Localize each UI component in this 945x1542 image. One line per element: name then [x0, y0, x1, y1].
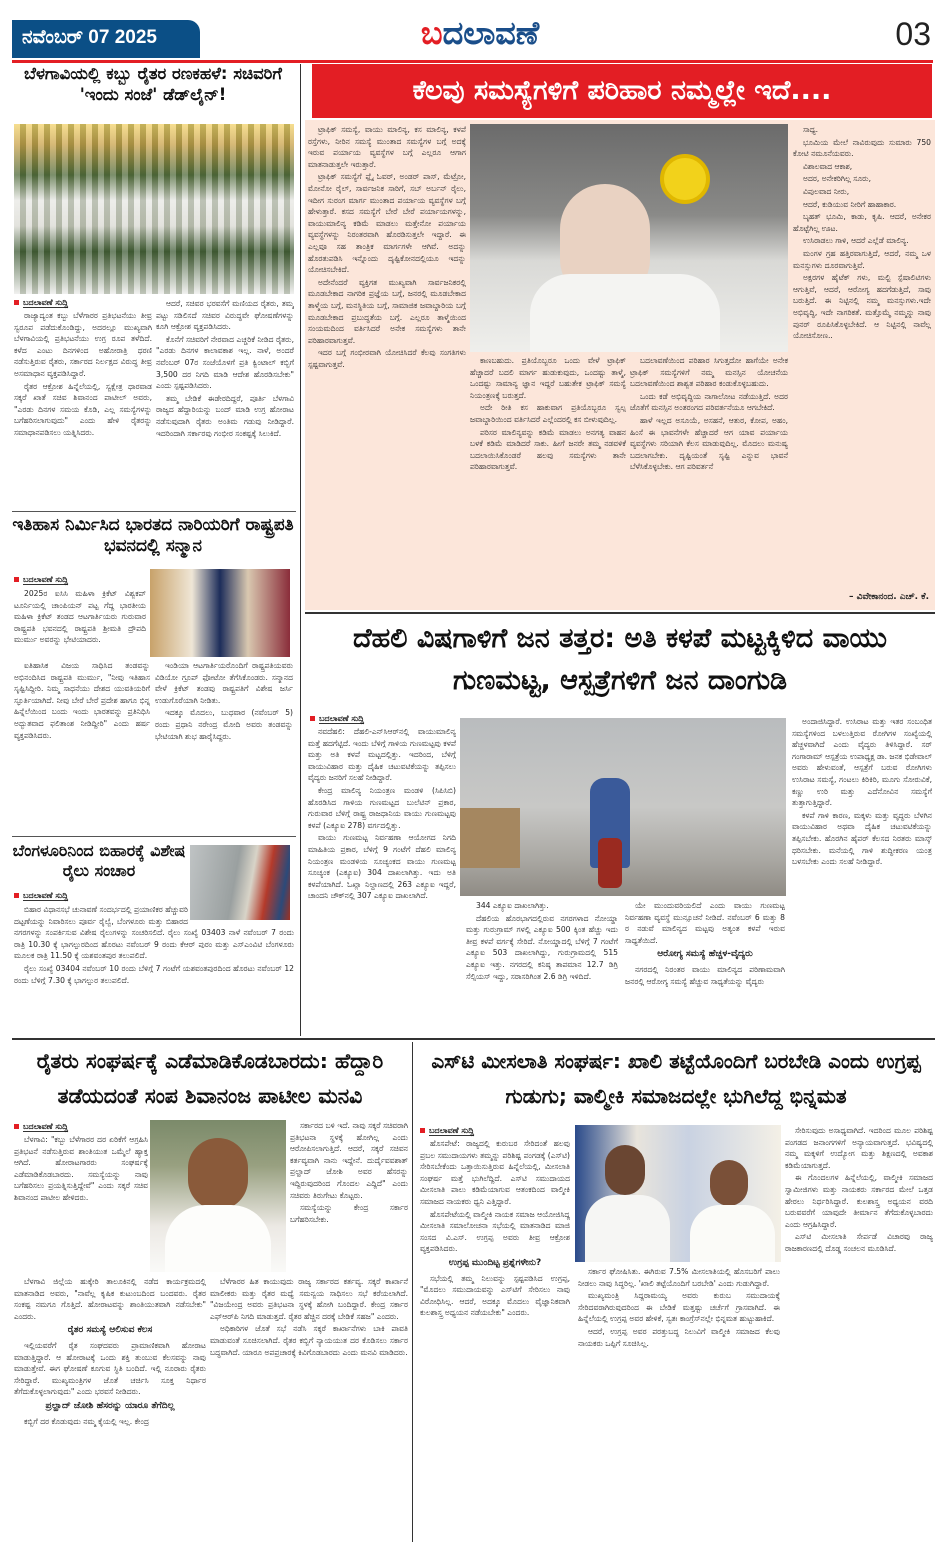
paragraph: ಉಸಿರಾಡಲು ಗಾಳಿ, ಆದರೆ ಎಲ್ಲೆಡೆ ಮಾಲಿನ್ಯ.	[803, 236, 909, 246]
headline: ಎಸ್‌ಟಿ ಮೀಸಲಾತಿ ಸಂಘರ್ಷ: ಖಾಲಿ ತಟ್ಟೆಯೊಂದಿಗೆ ಬರಬೇಡಿ ಎಂದು ಉಗ್ರಪ್ಪ ಗುಡುಗು; ವಾಲ್ಮೀಕಿ ಸಮಾಜದಲ್ಲೇ ಭುಗಿಲೆದ್ದ ಭಿನ್ನಮತ	[431, 1049, 921, 1108]
article-body	[420, 1138, 570, 1542]
article-body	[14, 1134, 148, 1274]
paragraph: ಪರಿಸರ ಮಾಲಿನ್ಯವನ್ನು ಕಡಿಮೆ ಮಾಡಲು ಅನಗತ್ಯ ವಾಹನ ಬಳಕೆ ಕಡಿಮೆ ಮಾಡಿದರೆ ಸಾಕು. ಹೀಗೆ ಜನರೇ ತಮ್ಮ ನಡವಳಿಕೆ ಬದಲಾಯಿಸಿಕೊಂಡರೆ ಹಲವು ಸಮಸ್ಯೆಗಳು ತಾನೇ ಪರಿಹಾರವಾಗುತ್ತವೆ.	[470, 427, 626, 472]
paragraph: ಆದರೆ, ಉಗ್ರಪ್ಪ ಅವರ ಪರತ್ತುಬದ್ಧ ನಿಲುವಿಗೆ ವಾಲ್ಮೀಕಿ ಸಮಾಜದ ಕೆಲವು ನಾಯಕರು ಒಪ್ಪಿಗೆ ಸೂಚಿಸಿಲ್ಲ.	[578, 1326, 780, 1348]
article-paragraphs	[420, 1273, 570, 1319]
paragraph: ಯೇ ಮುಂದುವರಿಯಲಿದೆ ಎಂದು ವಾಯು ಗುಣಮಟ್ಟ ನಿರ್ವಹಣಾ ವ್ಯವಸ್ಥೆ ಮುನ್ಸೂಚನೆ ನೀಡಿದೆ. ನವೆಂಬರ್ 6 ಮತ್ತು 8 ರ ನಡುವೆ ಮಾಲಿನ್ಯದ ಮಟ್ಟವು ಅತ್ಯಂತ ಕಳಪೆ ಇರುವ ಸಾಧ್ಯತೆಯಿದೆ.	[625, 901, 785, 945]
president-cricket-team-photo	[150, 569, 290, 657]
paragraph: ಕೊನೆಗೆ ಸಚಿವರಿಗೆ ನೇರವಾದ ಎಚ್ಚರಿಕೆ ನೀಡಿದ ರೈತರು, "ಎರಡು ದಿನಗಳ ಕಾಲಾವಕಾಶ ಇಲ್ಲ. ನಾಳೆ, ಅಂದರೆ ನವೆಂಬರ್ 07ರ ಸಂಜೆಯೊಳಗೆ ಪ್ರತಿ ಕ್ವಿಂಟಾಲ್ ಕಬ್ಬಿಗೆ 3,500 ದರ ನಿಗದಿ ಮಾಡಿ ಆದೇಶ ಹೊರಡಿಸಬೇಕು" ಎಂದು ಸ್ಪಷ್ಟಪಡಿಸಿದರು.	[156, 334, 294, 391]
paragraph: ಹೊಸಪೇಟೆಯಲ್ಲಿ ವಾಲ್ಮೀಕಿ ನಾಯಕ ಸಮಾಜ ಆಯೋಜಿಸಿದ್ದ ಮೀಸಲಾತಿ ಸಮಾಲೋಚನಾ ಸಭೆಯಲ್ಲಿ ಮಾತನಾಡಿದ ಮಾಜಿ ಸಂಸದ ವಿ.ಎಸ್. ಉಗ್ರಪ್ಪ ಅವರು ತೀವ್ರ ಆಕ್ರೋಶ ವ್ಯಕ್ತಪಡಿಸಿದರು.	[420, 1209, 570, 1254]
masthead-first-letter: ಬ	[420, 14, 443, 52]
paragraph: ಟ್ರಾಫಿಕ್ ಸಮಸ್ಯೆ, ವಾಯು ಮಾಲಿನ್ಯ, ಕಸ ಮಾಲಿನ್ಯ, ಕಳಪೆ ರಸ್ತೆಗಳು, ನೀರಿನ ಸಮಸ್ಯೆ ಮುಂತಾದ ಸಮಸ್ಯೆಗಳ ಬಗ್ಗೆ ಅದಕ್ಕೆ ಇರುವ ಪರ್ಯಾಯ ವ್ಯವಸ್ಥೆಗಳ ಬಗ್ಗೆ ಎಲ್ಲರೂ ಆಗಾಗ ಮಾತನಾಡುತ್ತಲೇ ಇರುತ್ತಾರೆ.	[308, 125, 466, 169]
article-paragraphs	[420, 1138, 570, 1255]
woman-alarm-clock-photo	[470, 124, 788, 352]
minister-portrait-photo	[150, 1120, 286, 1272]
paragraph: ಸಭೆಯಲ್ಲಿ ತಮ್ಮ ನಿಲುವನ್ನು ಸ್ಪಷ್ಟಪಡಿಸಿದ ಉಗ್ರಪ್ಪ, "ಮೊದಲು ಸಮುದಾಯವನ್ನು ಎಸ್‌ಟಿಗೆ ಸೇರಿಸಲು ನಾವು ವಿರೋಧಿಸಿಲ್ಲ. ಆದರೆ, ಅದಕ್ಕೂ ಮೊದಲು ವೈಜ್ಞಾನಿಕವಾಗಿ ಕುಲಶಾಸ್ತ್ರ ಅಧ್ಯಯನ ನಡೆಯಬೇಕು" ಎಂದರು.	[420, 1273, 570, 1318]
article-body	[210, 1276, 408, 1542]
paragraph: ಆದರೆ, ಸಚಿವರ ಭರವಸೆಗೆ ಮಣಿಯದ ರೈತರು, ತಮ್ಮ ಪಟ್ಟು ಸಡಿಲಿಸದೆ ಸಚಿವರ ವಿರುದ್ಧವೇ ಘೋಷಣೆಗಳನ್ನು ಕೂಗಿ ಆಕ್ರೋಶ ವ್ಯಕ್ತಪಡಿಸಿದರು.	[156, 299, 294, 332]
paragraph: ಸಾಧ್ಯ.	[803, 125, 819, 134]
paragraph: ಸೇರಿಸುವುದು ಅಸಾಧ್ಯವಾಗಿದೆ. ಇದರಿಂದ ಮೂಲ ಪರಿಶಿಷ್ಟ ಪಂಗಡದ ಜನಾಂಗಗಳಿಗೆ ಅನ್ಯಾಯವಾಗುತ್ತದೆ. ಭವಿಷ್ಯದಲ್ಲಿ ನಮ್ಮ ಮಕ್ಕಳಿಗೆ ಉದ್ಯೋಗ ಮತ್ತು ಶಿಕ್ಷಣದಲ್ಲಿ ಅವಕಾಶ ಕಡಿಮೆಯಾಗುತ್ತದೆ.	[785, 1126, 933, 1170]
paragraph: ಕಳಪೆ ಗಾಳಿ ಕಾರಣ, ಮಕ್ಕಳು ಮತ್ತು ವೃದ್ಧರು ಬೆಳಗಿನ ವಾಯುವಿಹಾರ ಅಥವಾ ದೈಹಿಕ ಚಟುವಟಿಕೆಯನ್ನು ತಪ್ಪಿಸಬೇಕು. ಹೊರಗಿನ ಹೈಪರ್ ಕೆಲಸದ ನಿರತರು ಮಾಸ್ಕ್ ಧರಿಸಬೇಕು. ಮನೆಯಲ್ಲಿ ಗಾಳಿ ಶುದ್ಧೀಕರಣ ಯಂತ್ರ ಬಳಸಬೇಕು ಎಂದು ಸಲಹೆ ನೀಡಿದ್ದಾರೆ.	[792, 810, 932, 867]
paragraph: ಅಕ್ಷರಗಳ ಹೈಟೆಕ್ ಗಳು, ಮಲ್ಟಿ ಸ್ಪೆಷಾಲಿಟಿಗಳು ಆಗುತ್ತಿವೆ, ಆದರೆ, ಆರೋಗ್ಯ ಹದಗೆಡುತ್ತಿದೆ, ಸಾವು ಬರುತ್ತಿದೆ. ಈ ನಿಟ್ಟಿನಲ್ಲಿ ನಮ್ಮ ಮನಸ್ಸುಗಳು.ಇದೇ ಅಭಿವೃದ್ಧಿ, ಇದೇ ನಾಗರಿಕತೆ. ಮತ್ತೊಮ್ಮೆ ನಮ್ಮನ್ನು ನಾವು ಪುನರ್ ರೂಪಿಸಿಕೊಳ್ಳಬೇಕಿದೆ. ಆ ನಿಟ್ಟಿನಲ್ಲಿ ನಾವೆಲ್ಲ ಯೋಚಿಸೋಣ..	[793, 273, 931, 341]
paragraph: ಸರ್ಕಾರದ ಬಳಿ ಇದೆ. ನಾವು ಸಕ್ಕರೆ ಸಚಿವರಾಗಿ ಪ್ರತಿಭಟನಾ ಸ್ಥಳಕ್ಕೆ ಹೋಗಿಲ್ಲ ಎಂದು ಆರೋಪಿಸಲಾಗುತ್ತಿದೆ. ಆದರೆ, ಸಕ್ಕರೆ ಸಚಿವನ ಕರ್ತವ್ಯವಾಗಿ ನಾನು ಇದ್ದೇನೆ. ದುರ್ದೈವವಶಾತ್ ಪ್ರಲ್ಹಾದ್ ಜೋಶಿ ಅವರ ಹೆಸರನ್ನು ಇದ್ದಿರುವುದರಿಂದ ಗೊಂದಲ ಎದ್ದಿದೆ" ಎಂದು ಸಚಿವರು ತಿರುಗೇಟು ಕೊಟ್ಟರು.	[290, 1121, 408, 1200]
paragraph: 344 ಎಕ್ಯೂಐ ದಾಖಲಾಗಿತ್ತು.	[476, 901, 549, 910]
paragraph: ರೈಲು ಸಂಖ್ಯೆ 03404 ನವೆಂಬರ್ 10 ರಂದು ಬೆಳಿಗ್ಗೆ 7 ಗಂಟೆಗೆ ಯಶವಂತಪುರದಿಂದ ಹೊರಟು ನವೆಂಬರ್ 12 ರಂದು ಬೆಳಿಗ್ಗೆ 7.30 ಕ್ಕೆ ಭಾಗಲ್ಪುರ ತಲುಪಲಿದೆ.	[14, 963, 294, 985]
farmers-protest-photo	[14, 124, 294, 294]
article-body	[14, 904, 294, 1036]
paragraph: 2025ರ ಐಸಿಸಿ ಮಹಿಳಾ ಕ್ರಿಕೆಟ್ ವಿಶ್ವಕಪ್ ಟೂರ್ನಿಯಲ್ಲಿ ಚಾಂಪಿಯನ್ ಪಟ್ಟ ಗೆದ್ದ ಭಾರತೀಯ ಮಹಿಳಾ ಕ್ರಿಕೆಟ್ ತಂಡದ ಆಟಗಾರ್ತಿಯರು ಗುರುವಾರ ರಾಷ್ಟ್ರಪತಿ ಭವನದಲ್ಲಿ ರಾಷ್ಟ್ರಪತಿ ಶ್ರೀಮತಿ ದ್ರೌಪದಿ ಮುರ್ಮು ಅವರನ್ನು ಭೇಟಿಯಾದರು.	[14, 589, 146, 645]
paragraph: ದೆಹಲಿಯ ಹೊರಭಾಗದಲ್ಲಿರುವ ನಗರಗಳಾದ ನೋಯ್ಡಾ ಮತ್ತು ಗುರುಗ್ರಾಮ್ ಗಳಲ್ಲಿ ಎಕ್ಯೂಐ 500 ಕ್ಕಿಂತ ಹೆಚ್ಚು ಇದು ತೀವ್ರ ಕಳಪೆ ವರ್ಗಕ್ಕೆ ಸೇರಿದೆ. ನೋಯ್ಡಾದಲ್ಲಿ ಬೆಳಿಗ್ಗೆ 7 ಗಂಟೆಗೆ ಎಕ್ಯೂಐ 503 ದಾಖಲಾಗಿದ್ದು, ಗುರುಗ್ರಾಮದಲ್ಲಿ 515 ಎಕ್ಯೂಐ ಇತ್ತು. ನಗರದಲ್ಲಿ ಕನಿಷ್ಠ ತಾಪಮಾನ 12.7 ಡಿಗ್ರಿ ಸೆಲ್ಸಿಯಸ್ ಇದ್ದು, ಸರಾಸರಿಗಿಂತ 2.6 ಡಿಗ್ರಿ ಇಳಿದಿದೆ.	[466, 913, 618, 981]
paragraph: ಬೃಹತ್ ಭೂಮಿ, ಕಾಡು, ಕೃಷಿ. ಆದರೆ, ಅನೇಕರ ಹೊಟ್ಟೆಗಿಲ್ಲ ಊಟ.	[793, 212, 931, 233]
masthead-rest: ದಲಾವಣೆ	[442, 14, 540, 52]
article-body	[625, 900, 785, 1036]
paragraph: ನಗರದಲ್ಲಿ ನಿರಂತರ ವಾಯು ಮಾಲಿನ್ಯದ ಪರಿಣಾಮವಾಗಿ ಜನರಲ್ಲಿ ಆರೋಗ್ಯ ಸಮಸ್ಯೆ ಹೆಚ್ಚುವ ಸಾಧ್ಯತೆಯನ್ನು ವೈದ್ಯರು	[625, 964, 785, 986]
paragraph: ಒಂದು ಕಡೆ ಅಭಿವೃದ್ಧಿಯ ನಾಗಾಲೋಟ ನಡೆಯುತ್ತಿದೆ. ಅದರ ಜೊತೆಗೆ ಮನಸ್ಸಿನ ಅಂತರಂಗದ ಪರಿವರ್ತನೆಯೂ ಆಗಬೇಕಿದೆ.	[630, 391, 788, 413]
paragraph: ಇದರ ಬಗ್ಗೆ ಗಂಭೀರವಾಗಿ ಯೋಚಿಸಿದರೆ ಕೆಲವು ಸಂಗತಿಗಳು ಸ್ಪಷ್ಟವಾಗುತ್ತವೆ.	[308, 348, 466, 369]
paragraph: ವಾಯು ಗುಣಮಟ್ಟ ನಿರ್ವಹಣಾ ಆಯೋಗದ ನಿಗದಿ ಮಾಹಿತಿಯ ಪ್ರಕಾರ, ಬೆಳಿಗ್ಗೆ 9 ಗಂಟೆಗೆ ದೆಹಲಿ ಮಾಲಿನ್ಯ ನಿಯಂತ್ರಣ ಮಂಡಳಿಯ ಸೂಚ್ಯಂಕದ ವಾಯು ಗುಣಮಟ್ಟ ಸೂಚ್ಯಂಕ (ಎಕ್ಯೂಐ) 304 ದಾಖಲಾಗಿತ್ತು. ಇದು ಅತಿ ಕಳಪೆಯಾಗಿದೆ. ಓಖ್ಲಾ ನಿಲ್ದಾಣದಲ್ಲಿ 263 ಎಕ್ಯೂಐ ಇದ್ದರೆ, ಚಾಂದನಿ ಚೌಕ್‌ನಲ್ಲಿ 307 ಎಕ್ಯೂಐ ದಾಖಲಾಗಿದೆ.	[308, 833, 456, 901]
article-body	[308, 124, 466, 606]
byline: ಬದಲಾವಣೆ ಸುದ್ದಿ	[14, 298, 68, 308]
article-paragraphs	[625, 900, 785, 946]
paragraph: ಆದರೆ, ಕುಡಿಯುವ ನೀರಿಗೆ ಹಾಹಾಕಾರ.	[803, 199, 897, 209]
article-body	[290, 1120, 408, 1275]
byline: ಬದಲಾವಣೆ ಸುದ್ದಿ	[14, 575, 68, 585]
paragraph: ನವದೆಹಲಿ: ದೆಹಲಿ-ಎನ್‌ಸಿಆರ್‌ನಲ್ಲಿ ವಾಯುಮಾಲಿನ್ಯ ಮತ್ತೆ ಹದಗೆಟ್ಟಿದೆ. ಇಂದು ಬೆಳಿಗ್ಗೆ ಗಾಳಿಯ ಗುಣಮಟ್ಟವು ಕಳಪೆ ಮತ್ತು ಅತಿ ಕಳಪೆ ಮಟ್ಟದಲ್ಲಿತ್ತು. ಇದರಿಂದ, ಬೆಳಿಗ್ಗೆ ವಾಯುವಿಹಾರ ಮತ್ತು ದೈಹಿಕ ಚಟುವಟಿಕೆಯನ್ನು ತಪ್ಪಿಸಲು ವೈದ್ಯರು ಜನರಿಗೆ ಸಲಹೆ ನೀಡಿದ್ದಾರೆ.	[308, 727, 456, 783]
article-body	[156, 298, 294, 510]
headline: ಬೆಳಗಾವಿಯಲ್ಲಿ ಕಬ್ಬು ರೈತರ ರಣಕಹಳೆ: ಸಚಿವರಿಗೆ 'ಇಂದು ಸಂಜೆ' ಡೆಡ್‌ಲೈನ್!	[24, 64, 282, 104]
byline: ಬದಲಾವಣೆ ಸುದ್ದಿ	[14, 891, 68, 901]
page-number: 03	[895, 16, 931, 52]
paragraph: ವಿಪುಲವಾದ ನೀರು,	[803, 186, 850, 196]
paragraph: ಭೂಮಿಯ ಮೇಲೆ ನಾವಿರುವುದು ಸುಮಾರು 750 ಕೋಟಿ ನಮೂನೆಯವರು.	[793, 137, 931, 159]
article-body	[785, 1125, 933, 1542]
article-paragraphs	[14, 1276, 206, 1322]
article-body	[308, 726, 456, 1036]
article-body	[14, 1276, 206, 1542]
author-signature: – ವಿವೇಕಾನಂದ. ಎಚ್. ಕೆ.	[849, 592, 929, 602]
header-rule	[12, 60, 933, 63]
article-paragraphs	[625, 964, 785, 987]
paragraph: ರಾಜ್ಯಾದ್ಯಂತ ಕಬ್ಬು ಬೆಳೆಗಾರರ ಪ್ರತಿಭಟನೆಯು ತೀವ್ರ ಸ್ವರೂಪ ಪಡೆದುಕೊಂಡಿದ್ದು, ಅದರಲ್ಲೂ ಮುಖ್ಯವಾಗಿ ಬೆಳಗಾವಿಯಲ್ಲಿ ಪ್ರತಿಭಟನೆಯು ಉಗ್ರ ರೂಪ ತಳೆದಿದೆ. ಕಳೆದ ಎಂಟು ದಿನಗಳಿಂದ ಅಹೋರಾತ್ರಿ ಧರಣಿ ನಡೆಸುತ್ತಿರುವ ರೈತರು, ಸರ್ಕಾರದ ನಿರ್ಲಕ್ಷದ ವಿರುದ್ಧ ತೀವ್ರ ಅಸಮಾಧಾನ ವ್ಯಕ್ತಪಡಿಸಿದ್ದಾರೆ.	[14, 311, 152, 378]
headline: ರೈತರು ಸಂಘರ್ಷಕ್ಕೆ ಎಡೆಮಾಡಿಕೊಡಬಾರದು: ಹೆದ್ದಾರಿ ತಡೆಯದಂತೆ ಸಂಪ ಶಿವಾನಂಜ ಪಾಟೀಲ ಮನವಿ	[36, 1049, 384, 1108]
paragraph: ಇಲ್ಲಿಯವರೆಗೆ ರೈತ ಸಂಘದವರು ಪ್ರಾಮಾಣಿಕವಾಗಿ ಹೋರಾಟ ಮಾಡುತ್ತಿದ್ದಾರೆ. ಆ ಹೋರಾಟಕ್ಕೆ ಒಂದು ಶಕ್ತಿ ತುಂಬುವ ಕೆಲಸವನ್ನು ನಾವು ಮಾಡುತ್ತೇವೆ. ಈಗ ಘೋಷಣೆ ಕೂಗುವ ಸ್ಥಿತಿ ಬಂದಿದೆ. ಇಲ್ಲಿ ನೂರಾರು ರೈತರು ಸೇರಿದ್ದಾರೆ. ಮುಖ್ಯಮಂತ್ರಿಗಳ ಜೊತೆ ಚರ್ಚಿಸಿ ಸೂಕ್ತ ನಿರ್ಧಾರ ತೆಗೆದುಕೊಳ್ಳಲಾಗುವುದು" ಎಂದು ಭರವಸೆ ನೀಡಿದರು.	[14, 1340, 206, 1397]
paragraph: ಇಂಡಿಯಾ ಆಟಗಾರ್ತಿಯರೊಂದಿಗೆ ರಾಷ್ಟ್ರಪತಿಯವರು ವಿಡಿಯೋ ಗ್ರೂಪ್ ಫೋಟೋ ತೆಗೆಸಿಕೊಂಡರು. ಸನ್ಮಾನದ ವೇಳೆ ಕ್ರಿಕೆಟ್ ತಂಡವು ರಾಷ್ಟ್ರಪತಿಗೆ ವಿಶೇಷ ಜರ್ಸಿ ಉಡುಗೊರೆಯಾಗಿ ನೀಡಿತು.	[155, 661, 293, 705]
article-body	[14, 660, 150, 834]
paragraph: ಅದರ, ಅನೇಕರಿಗಿಲ್ಲ ಸೂರು,	[803, 174, 872, 184]
headline: ಬೆಂಗಳೂರಿನಿಂದ ಬಿಹಾರಕ್ಕೆ ವಿಶೇಷ ರೈಲು ಸಂಚಾರ	[12, 841, 186, 880]
article-divider	[12, 836, 296, 837]
article-body	[578, 1266, 780, 1542]
article-body	[793, 124, 931, 589]
masthead-logo	[380, 14, 580, 53]
paragraph: ಅದೇ ರೀತಿ ಕಸ ಹಾಕುವಾಗ ಪ್ರತಿಯೊಬ್ಬರೂ ಸ್ವಲ್ಪ ಜವಾಬ್ದಾರಿಯಿಂದ ವರ್ತಿಸಿದರೆ ಎಲ್ಲೆಂದರಲ್ಲಿ ಕಸ ಬೀಳುವುದಿಲ್ಲ.	[470, 403, 626, 424]
paragraph: ಬಿಹಾರ ವಿಧಾನಸಭೆ ಚುನಾವಣೆ ಸಂದರ್ಭದಲ್ಲಿ ಪ್ರಯಾಣಿಕರ ಹೆಚ್ಚುವರಿ ದಟ್ಟಣೆಯನ್ನು ನಿವಾರಿಸಲು ಪೂರ್ವ ರೈಲ್ವೆ, ಬೆಂಗಳೂರು ಮತ್ತು ಬಿಹಾರದ ನಗರಗಳನ್ನು ಸಂಪರ್ಕಿಸುವ ವಿಶೇಷ ರೈಲುಗಳನ್ನು ಸಂಚರಿಸಲಿದೆ. ರೈಲು ಸಂಖ್ಯೆ 03403 ನಾಳೆ ನವೆಂಬರ್ 7 ರಂದು ರಾತ್ರಿ 10.30 ಕ್ಕೆ ಭಾಗಲ್ಪುರದಿಂದ ಹೊರಟು ನವೆಂಬರ್ 9 ರಂದು ಕೆಆರ್ ಪುರಂ ಮತ್ತು ಎಸ್‌ಎಂವಿಟಿ ಬೆಂಗಳೂರು ಮೂಲಕ ರಾತ್ರಿ 11.50 ಕ್ಕೆ ಯಶವಂತಪುರ ತಲುಪಲಿದೆ.	[14, 905, 294, 961]
paragraph: ಮುಖ್ಯಮಂತ್ರಿ ಸಿದ್ದರಾಮಯ್ಯ ಅವರು ಕುರುಬ ಸಮುದಾಯಕ್ಕೆ ಸೇರಿದವರಾಗಿರುವುದರಿಂದ ಈ ಬೇಡಿಕೆ ಮತ್ತಷ್ಟು ಚರ್ಚೆಗೆ ಗ್ರಾಸವಾಗಿದೆ. ಈ ಹಿನ್ನೆಲೆಯಲ್ಲಿ ಉಗ್ರಪ್ಪ ಅವರ ಹೇಳಿಕೆ, ಸ್ವತಃ ಕಾಂಗ್ರೆಸ್‌ನಲ್ಲೇ ಭಿನ್ನಮತ ಹುಟ್ಟುಹಾಕಿದೆ.	[578, 1291, 780, 1324]
headline-banner: ಕೆಲವು ಸಮಸ್ಯೆಗಳಿಗೆ ಪರಿಹಾರ ನಮ್ಮಲ್ಲೇ ಇದೆ....	[312, 64, 932, 118]
paragraph: ಈ ಗೊಂದಲಗಳ ಹಿನ್ನೆಲೆಯಲ್ಲಿ, ವಾಲ್ಮೀಕಿ ಸಮಾಜದ ಸ್ವಾಮೀಜಿಗಳು ಮತ್ತು ನಾಯಕರು ಸರ್ಕಾರದ ಮೇಲೆ ಒತ್ತಡ ಹೇರಲು ನಿರ್ಧರಿಸಿದ್ದಾರೆ. ಕುಲಶಾಸ್ತ್ರ ಅಧ್ಯಯನ ವರದಿ ಬರುವವರೆಗೆ ಯಾವುದೇ ತೀರ್ಮಾನ ತೆಗೆದುಕೊಳ್ಳಬಾರದು ಎಂದು ಆಗ್ರಹಿಸಿದ್ದಾರೆ.	[785, 1173, 933, 1229]
paragraph: ಐತಿಹಾಸಿಕ ವಿಜಯ ಸಾಧಿಸಿದ ತಂಡವನ್ನು ಅಭಿನಂದಿಸಿದ ರಾಷ್ಟ್ರಪತಿ ಮುರ್ಮು, "ನೀವು ಇತಿಹಾಸ ಸೃಷ್ಟಿಸಿದ್ದೀರಿ. ನಿಮ್ಮ ಸಾಧನೆಯು ದೇಶದ ಯುವತಿಯರಿಗೆ ಸ್ಫೂರ್ತಿಯಾಗಿದೆ. ನೀವು ಬೇರೆ ಬೇರೆ ಪ್ರದೇಶ ಹಾಗೂ ಭಿನ್ನ ಹಿನ್ನೆಲೆಯಿಂದ ಬಂದು ಇಂದು ಭಾರತವನ್ನು ಪ್ರತಿನಿಧಿಸಿ ಅದ್ಭುತವಾದ ಫಲಿತಾಂಶ ನೀಡಿದ್ದೀರಿ" ಎಂದು ಹರ್ಷ ವ್ಯಕ್ತಪಡಿಸಿದರು.	[14, 661, 150, 740]
article-divider	[12, 511, 296, 512]
paragraph: ಕಬ್ಬಿಗೆ ದರ ಕೊಡುವುದು ನಮ್ಮ ಕೈಯಲ್ಲಿ ಇಲ್ಲ. ಕೇಂದ್ರ	[24, 1416, 150, 1426]
smog-street-photo	[460, 718, 786, 896]
byline: ಬದಲಾವಣೆ ಸುದ್ದಿ	[310, 714, 364, 724]
paragraph: ಟ್ರಾಫಿಕ್ ಸಮಸ್ಯೆಗೆ ಫ್ಲೈ ಓವರ್, ಅಂಡರ್ ಪಾಸ್, ಮೆಟ್ರೋ, ಮೋನೋ ರೈಲ್, ಸಾರ್ವಜನಿಕ ಸಾರಿಗೆ, ಸಬ್ ಅರ್ಬನ್ ರೈಲು, ಇದೀಗ ಸುರಂಗ ಮಾರ್ಗ ಮುಂತಾದ ಪರ್ಯಾಯ ವ್ಯವಸ್ಥೆಗಳ ಬಗ್ಗೆ ಹೇಳುತ್ತಾರೆ. ಕಸದ ಸಮಸ್ಯೆಗೆ ಬೇರೆ ಬೇರೆ ಪರ್ಯಾಯಗಳನ್ನು, ವಾಯುಮಾಲಿನ್ಯ ಕಡಿಮೆ ಮಾಡಲು ಮತ್ತೇನೋ ಪರ್ಯಾಯ ವ್ಯವಸ್ಥೆಗಳನ್ನು ನಿರಂತರವಾಗಿ ಹೊರಡಿಸುತ್ತಲೇ ಇದ್ದಾರೆ. ಈ ಎಲ್ಲವೂ ಸಹ ತಾಂತ್ರಿಕ ಮಾರ್ಗಗಳೇ ಆಗಿವೆ. ಅದನ್ನು ಹೊರತುಪಡಿಸಿ ಇನ್ನೊಂದು ದೃಷ್ಟಿಕೋನದಲ್ಲಿಯೂ ಇದನ್ನು ಯೋಚಿಸಬೇಕಿದೆ.	[308, 172, 466, 275]
paragraph: ಬೆಳಗಾವಿ ಜಿಲ್ಲೆಯ ಹುಕ್ಕೇರಿ ತಾಲೂಕಿನಲ್ಲಿ ನಡೆದ ಕಾರ್ಯಕ್ರಮದಲ್ಲಿ ಮಾತನಾಡಿದ ಅವರು, "ನಾವೆಲ್ಲ ಕೃಷಿಕ ಕುಟುಂಬದಿಂದ ಬಂದವರು. ರೈತರ ಸಂಕಷ್ಟ ನಮಗೂ ಗೊತ್ತಿದೆ. ಹೋರಾಟವನ್ನು ಶಾಂತಿಯುತವಾಗಿ ನಡೆಸಬೇಕು" ಎಂದರು.	[14, 1277, 206, 1321]
paragraph: ಇದಕ್ಕೂ ಮೊದಲು, ಬುಧವಾರ (ನವೆಂಬರ್ 5) ರಂದು ಪ್ರಧಾನಿ ನರೇಂದ್ರ ಮೋದಿ ಅವರು ತಂಡವನ್ನು ಭೇಟಿಯಾಗಿ ಶುಭ ಹಾರೈಸಿದ್ದರು.	[155, 708, 293, 741]
paragraph: ಬೆಳಗಾವಿ: "ಕಬ್ಬು ಬೆಳೆಗಾರರ ದರ ಏರಿಕೆಗೆ ಆಗ್ರಹಿಸಿ ಪ್ರತಿಭಟನೆ ನಡೆಸುತ್ತಿರುವ ಶಾಂತಿಯುತ ಒಮ್ಮೆಲೆ ಹ್ಯಾಕ್ತ ಆಗಿದೆ. ಹೋರಾಟಗಾರರು ಸಂಘರ್ಷಕ್ಕೆ ಎಡೆಮಾಡಿಕೊಡಬಾರದು. ಸಮಸ್ಯೆಯನ್ನು ನಾವು ಬಗೆಹರಿಸಲು ಪ್ರಯತ್ನಿಸುತ್ತಿದ್ದೇವೆ" ಎಂದು ಸಕ್ಕರೆ ಸಚಿವ ಶಿವಾನಂದ ಪಾಟೀಲ ಹೇಳಿದರು.	[14, 1135, 148, 1202]
article-body	[14, 588, 146, 660]
paragraph: ತಮ್ಮ ಬೇಡಿಕೆ ಈಡೇರದಿದ್ದರೆ, ಪೂರ್ತಿ ಬೆಳಗಾವಿ ರಾಜ್ಯದ ಹೆದ್ದಾರಿಯನ್ನು ಬಂದ್ ಮಾಡಿ ಉಗ್ರ ಹೋರಾಟ ನಡೆಸುವುದಾಗಿ ರೈತರು ಅಂತಿಮ ಗಡುವು ನೀಡಿದ್ದಾರೆ. ಇದರಿಂದಾಗಿ ಸರ್ಕಾರವು ಗಂಭೀರ ಸಂಕಷ್ಟಕ್ಕೆ ಸಿಲುಕಿದೆ.	[156, 393, 294, 438]
paragraph: ಬೆಳೆಗಾರರ ಹಿತ ಕಾಯುವುದು ರಾಜ್ಯ ಸರ್ಕಾರದ ಕರ್ತವ್ಯ. ಸಕ್ಕರೆ ಕಾರ್ಖಾನೆ ಮಾಲೀಕರು ಮತ್ತು ರೈತರ ಮಧ್ಯೆ ಸಮನ್ವಯ ಸಾಧಿಸಲು ಸಭೆ ಕರೆಯಲಾಗಿದೆ. "ವಿಜಯೇಂದ್ರ ಅವರು ಪ್ರತಿಭಟನಾ ಸ್ಥಳಕ್ಕೆ ಹೋಗಿ ಬಂದಿದ್ದಾರೆ. ಕೇಂದ್ರ ಸರ್ಕಾರ ಎಫ್‌ಆರ್‌ಪಿ ನಿಗದಿ ಮಾಡುತ್ತದೆ. ರೈತರ ಹೆಚ್ಚಿನ ದರಕ್ಕೆ ಬೇಡಿಕೆ ಸಹಜ" ಎಂದರು.	[210, 1277, 408, 1321]
article-body	[466, 900, 618, 1036]
headline: ದೆಹಲಿ ವಿಷಗಾಳಿಗೆ ಜನ ತತ್ತರ: ಅತಿ ಕಳಪೆ ಮಟ್ಟಕ್ಕಿಳಿದ ವಾಯು ಗುಣಮಟ್ಟ, ಆಸ್ಪತ್ರೆಗಳಿಗೆ ಜನ ದಾಂಗುಡಿ	[353, 623, 887, 696]
byline: ಬದಲಾವಣೆ ಸುದ್ದಿ	[420, 1126, 474, 1136]
paragraph: ವಿಶಾಲವಾದ ಆಕಾಶ,	[803, 161, 853, 171]
subheading: ಉಗ್ರಪ್ಪ ಮುಂದಿಟ್ಟ ಪ್ರಶ್ನೆಗಳೇನು?	[448, 1257, 542, 1268]
paragraph: ಮಂಗಳ ಗ್ರಹ ಹತ್ತಿರವಾಗುತ್ತಿದೆ, ಆದರೆ, ನಮ್ಮ ಒಳ ಮನಸ್ಸುಗಳು ದೂರವಾಗುತ್ತಿವೆ.	[793, 248, 931, 270]
subheading: ರೈತರ ಸಮಸ್ಯೆ ಆಲಿಸುವ ಕೆಲಸ	[67, 1325, 153, 1336]
paragraph: ಬದಲಾವಣೆಯಿಂದ ಪರಿಹಾರ ಸಿಗುತ್ತದೋ ಹಾಗೆಯೇ ಅನೇಕ ಟ್ರಾಫಿಕ್ ಸಮಸ್ಯೆಗಳಿಗೆ ನಮ್ಮ ಮನಸ್ಸಿನ ಯೋಚನೆಯ ಬದಲಾವಣೆಯಿಂದ ಶಾಶ್ವತ ಪರಿಹಾರ ಕಂಡುಕೊಳ್ಳಬಹುದು.	[630, 356, 788, 389]
byline: ಬದಲಾವಣೆ ಸುದ್ದಿ	[14, 1122, 68, 1132]
article-body	[792, 716, 932, 1036]
article-body	[155, 660, 293, 834]
article-body	[14, 310, 152, 510]
section-divider	[305, 612, 935, 614]
subheading: ಪ್ರಲ್ಹಾದ್ ಜೋಶಿ ಹೆಸರನ್ನು ಯಾರೂ ತೆಗೆದಿಲ್ಲ	[45, 1400, 175, 1411]
headline: ಇತಿಹಾಸ ನಿರ್ಮಿಸಿದ ಭಾರತದ ನಾರಿಯರಿಗೆ ರಾಷ್ಟ್ರಪತಿ ಭವನದಲ್ಲಿ ಸನ್ಮಾನ	[12, 515, 294, 557]
section-divider	[12, 1038, 935, 1040]
issue-date: ನವೆಂಬರ್ 07 2025	[12, 20, 200, 58]
politicians-photo	[575, 1125, 781, 1262]
paragraph: ರೈತರ ಆಕ್ರೋಶ ಹಿನ್ನೆಲೆಯಲ್ಲಿ, ಸ್ವಕ್ಷೇತ್ರ ಧಾರವಾಡ ಸಕ್ಕರೆ ಖಾತೆ ಸಚಿವ ಶಿವಾನಂದ ಪಾಟೀಲ್ ಅವರು, "ಎರಡು ದಿನಗಳ ಸಮಯ ಕೊಡಿ, ಎಲ್ಲ ಸಮಸ್ಯೆಗಳನ್ನು ಬಗೆಹರಿಸಲಾಗುವುದು" ಎಂದು ಹೇಳಿ ರೈತರನ್ನು ಸಮಾಧಾನಪಡಿಸಲು ಯತ್ನಿಸಿದರು.	[14, 381, 152, 437]
paragraph: ಹಾಳೆ ಇಲ್ಲದ ಅಸೂಯೆ, ಅಸಹನೆ, ಆತುರ, ಕೋಪ, ಅಹಂ, ಹಿಂಸೆ ಈ ಭಾವನೆಗಳೇ ಹೆಚ್ಚಾದರೆ ಆಗ ಯಾವ ಪರ್ಯಾಯ ವ್ಯವಸ್ಥೆಗಳು ಸರಿಯಾಗಿ ಕೆಲಸ ಮಾಡುವುದಿಲ್ಲ. ಮೊದಲು ಮನುಷ್ಯ ಬದಲಾಗಬೇಕು. ದೃಷ್ಟಿಯಂತೆ ಸೃಷ್ಟಿ ಎನ್ನುವ ಭಾವನೆ ಬೆಳೆಸಿಕೊಳ್ಳಬೇಕು. ಆಗ ಪರಿವರ್ತನೆ	[630, 415, 788, 472]
paragraph: ಅಂದಾಜಿಸಿದ್ದಾರೆ. ಉಸಿರಾಟ ಮತ್ತು ಇತರ ಸಂಬಂಧಿತ ಸಮಸ್ಯೆಗಳಿಂದ ಬಳಲುತ್ತಿರುವ ರೋಗಿಗಳ ಸಂಖ್ಯೆಯಲ್ಲಿ ಹೆಚ್ಚಳವಾಗಿದೆ ಎಂದು ವೈದ್ಯರು ತಿಳಿಸಿದ್ದಾರೆ. ಸರ್ ಗಂಗಾರಾಮ್ ಆಸ್ಪತ್ರೆಯ ಉಪಾಧ್ಯಕ್ಷ ಡಾ. ಜನಕ ಭಿಡೇವಾಲ್ ಅವರು ಹೇಳುವಂತೆ, ಆಸ್ಪತ್ರೆಗೆ ಬರುವ ರೋಗಿಗಳು ಉಸಿರಾಟ ಸಮಸ್ಯೆ, ಗಂಟಲು ಕಿರಿಕಿರಿ, ಮೂಗು ಸೋರುವಿಕೆ, ಕಣ್ಣು ಉರಿ ಮತ್ತು ಎದೆನೋವಿನ ಸಮಸ್ಯೆಗೆ ತುತ್ತಾಗುತ್ತಿದ್ದಾರೆ.	[792, 717, 932, 808]
article-paragraphs	[14, 1340, 206, 1398]
paragraph: ಅದೇನೆಂದರೆ ವ್ಯಕ್ತಿಗತ ಮುಖ್ಯವಾಗಿ ಸಾರ್ವಜನಿಕರಲ್ಲಿ ಮೂಡಬೇಕಾದ ನಾಗರಿಕ ಪ್ರಜ್ಞೆಯ ಬಗ್ಗೆ, ಜನರಲ್ಲಿ ಮೂಡಬೇಕಾದ ತಾಳ್ಮೆಯ ಬಗ್ಗೆ, ಮನಸ್ಥಿತಿಯ ಬಗ್ಗೆ, ಸಾಮಾಜಿಕ ಜವಾಬ್ದಾರಿಯ ಬಗ್ಗೆ ಮೂಡಬೇಕಾದ ಪ್ರಬುದ್ಧತೆಯ ಬಗ್ಗೆ. ಎಲ್ಲರೂ ತಾಳ್ಮೆಯಿಂದ ಸಂಯಮದಿಂದ ವರ್ತಿಸಿದರೆ ಅನೇಕ ಸಮಸ್ಯೆಗಳು ತಾನೇ ಪರಿಹಾರವಾಗುತ್ತವೆ.	[308, 277, 466, 345]
subheading: ಆರೋಗ್ಯ ಸಮಸ್ಯೆ ಹೆಚ್ಚಳ-ವೈದ್ಯರು	[657, 949, 753, 960]
paragraph: ಹೊಸಪೇಟೆ: ರಾಜ್ಯದಲ್ಲಿ ಕುರುಬರ ಸೇರಿದಂತೆ ಹಲವು ಪ್ರಬಲ ಸಮುದಾಯಗಳು ತಮ್ಮನ್ನು ಪರಿಶಿಷ್ಟ ಪಂಗಡಕ್ಕೆ (ಎಸ್‌ಟಿ) ಸೇರಿಸಬೇಕೆಂದು ಒತ್ತಾಯಿಸುತ್ತಿರುವ ಹಿನ್ನೆಲೆಯಲ್ಲಿ, ಮೀಸಲಾತಿ ಸಂಘರ್ಷ ಮತ್ತೆ ಭುಗಿಲೆದ್ದಿದೆ. ಎಸ್‌ಟಿ ಸಮುದಾಯದ ಮೀಸಲಾತಿ ಪಾಲು ಕಡಿಮೆಯಾಗುವ ಆತಂಕದಿಂದ ವಾಲ್ಮೀಕಿ ಸಮಾಜದ ನಾಯಕರು ಧ್ವನಿ ಎತ್ತಿದ್ದಾರೆ.	[420, 1139, 570, 1206]
paragraph: ಅಧಿಕಾರಿಗಳ ಜೊತೆ ಸಭೆ ನಡೆಸಿ ಸಕ್ಕರೆ ಕಾರ್ಖಾನೆಗಳು ಬಾಕಿ ಪಾವತಿ ಮಾಡುವಂತೆ ಸೂಚಿಸಲಾಗಿದೆ. ರೈತರ ಕಬ್ಬಿಗೆ ನ್ಯಾಯಯುತ ದರ ಕೊಡಿಸಲು ಸರ್ಕಾರ ಬದ್ಧವಾಗಿದೆ. ಯಾರೂ ಅಪಪ್ರಚಾರಕ್ಕೆ ಕಿವಿಗೊಡಬಾರದು ಎಂದು ಮನವಿ ಮಾಡಿದರು.	[210, 1324, 408, 1357]
article-body	[470, 355, 626, 605]
paragraph: ಕಾಣಬಹುದು. ಪ್ರತಿಯೊಬ್ಬರೂ ಒಂದು ವೇಳೆ ಟ್ರಾಫಿಕ್ ಹೆಚ್ಚಾದರೆ ಬದಲಿ ಮಾರ್ಗ ಹುಡುಕುವುದು, ಒಂದಷ್ಟು ತಾಳ್ಮೆ, ಒಂದಷ್ಟು ಸಾಮಾನ್ಯ ಜ್ಞಾನ ಇದ್ದರೆ ಬಹುತೇಕ ಟ್ರಾಫಿಕ್ ಸಮಸ್ಯೆ ನಿಯಂತ್ರಣಕ್ಕೆ ಬರುತ್ತದೆ.	[470, 356, 626, 400]
paragraph: ಸಮಸ್ಯೆಯನ್ನು ಕೇಂದ್ರ ಸರ್ಕಾರ ಬಗೆಹರಿಸಬೇಕು.	[290, 1203, 408, 1224]
column-divider	[412, 1042, 413, 1542]
paragraph: ಸರ್ಕಾರ ಘೋಷಿಸಿತು. ಈಗಿರುವ 7.5% ಮೀಸಲಾತಿಯಲ್ಲಿ ಹೊಸಬರಿಗೆ ಪಾಲು ನೀಡಲು ನಾವು ಸಿದ್ಧರಿಲ್ಲ. 'ಖಾಲಿ ತಟ್ಟೆಯೊಂದಿಗೆ ಬರಬೇಡಿ' ಎಂದು ಗುಡುಗಿದ್ದಾರೆ.	[578, 1267, 780, 1288]
column-divider	[300, 64, 301, 1036]
article-paragraphs	[14, 1416, 206, 1428]
paragraph: ಕೇಂದ್ರ ಮಾಲಿನ್ಯ ನಿಯಂತ್ರಣ ಮಂಡಳಿ (ಸಿಪಿಸಿಬಿ) ಹೊರಡಿಸಿದ ಗಾಳಿಯ ಗುಣಮಟ್ಟದ ಬುಲೆಟಿನ್ ಪ್ರಕಾರ, ಗುರುವಾರ ಬೆಳಿಗ್ಗೆ ರಾಷ್ಟ್ರ ರಾಜಧಾನಿಯ ವಾಯು ಗುಣಮಟ್ಟವು ಕಳಪೆ (ಎಕ್ಯೂಐ 278) ವರ್ಗದಲ್ಲಿತ್ತು.	[308, 785, 456, 830]
article-body	[630, 355, 788, 590]
paragraph: ಎಸ್‌ಟಿ ಮೀಸಲಾತಿ ಸೇರ್ಪಡೆ ವಿಚಾರವು ರಾಜ್ಯ ರಾಜಕಾರಣದಲ್ಲಿ ದೊಡ್ಡ ಸಂಚಲನ ಮೂಡಿಸಿದೆ.	[785, 1232, 933, 1253]
